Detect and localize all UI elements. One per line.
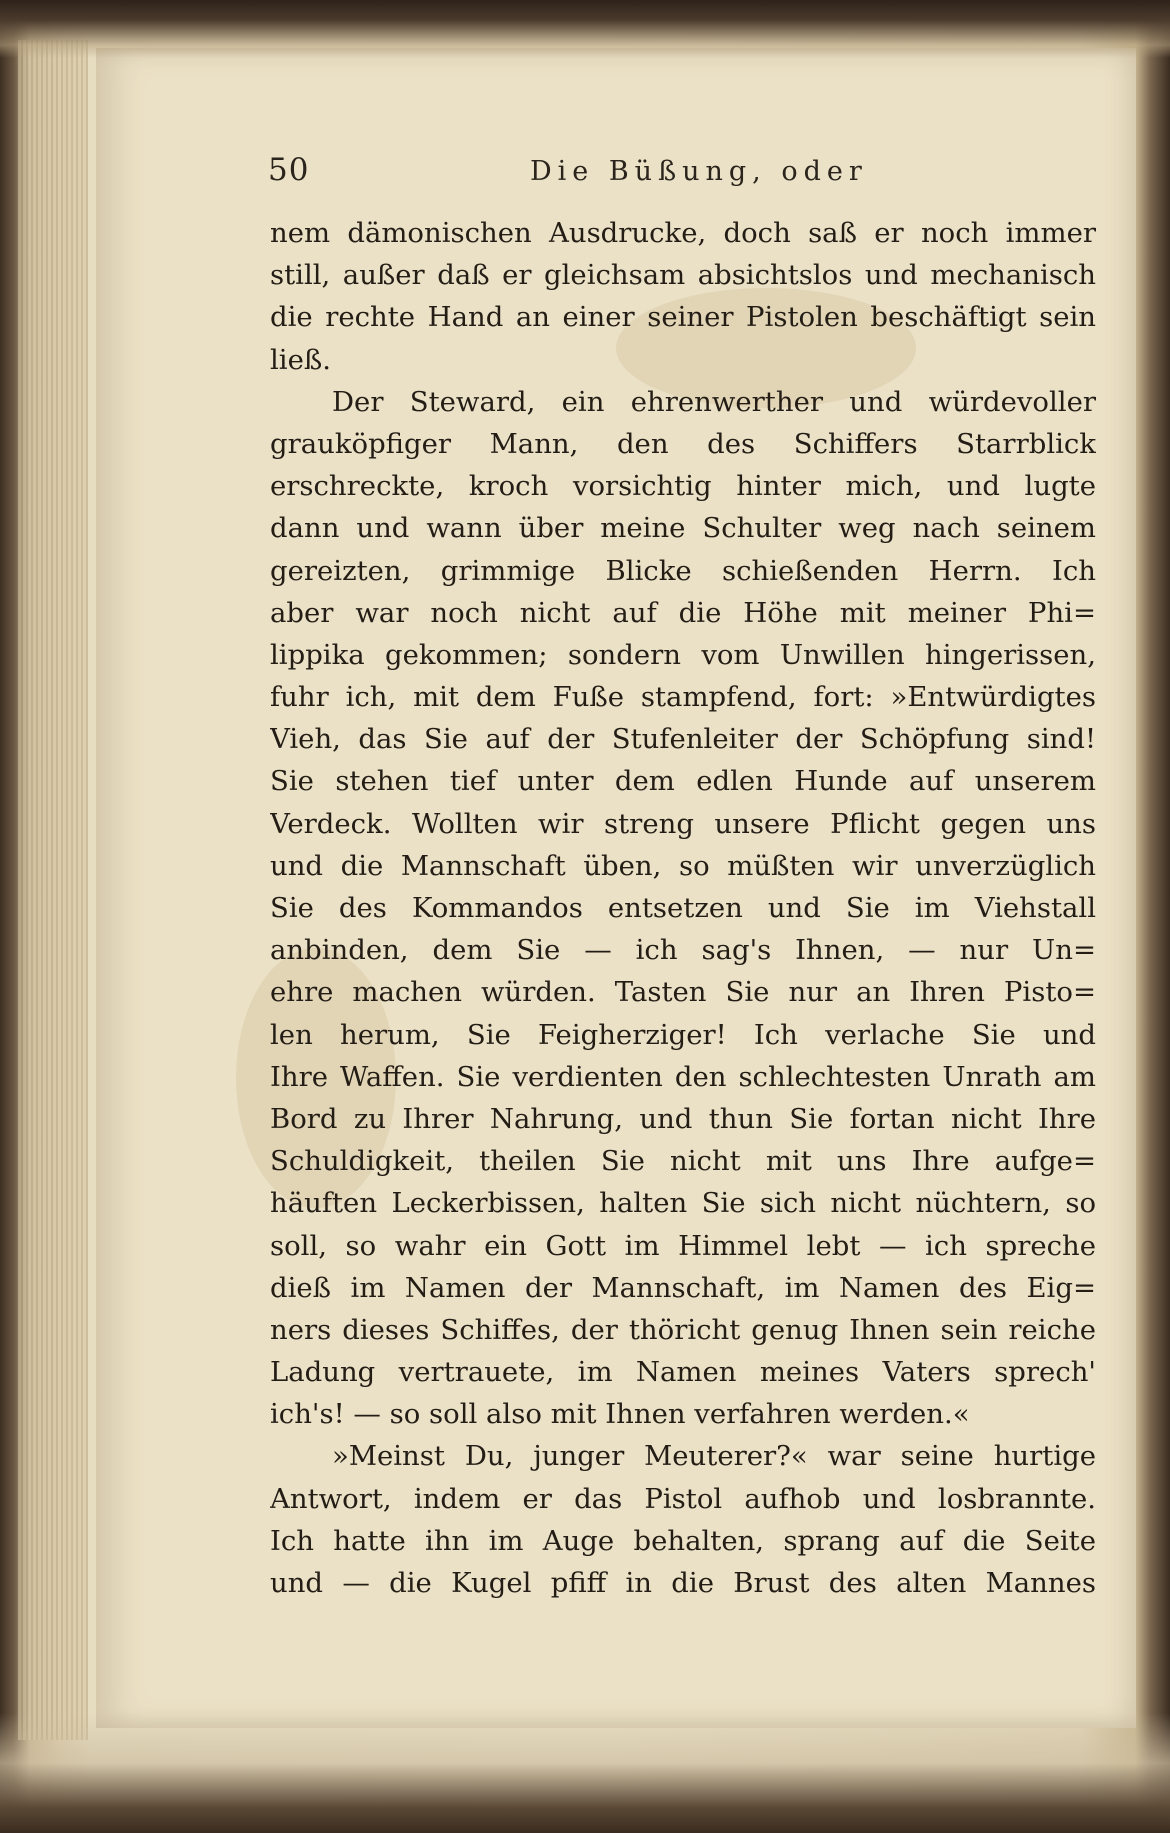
text-line: ehre machen würden. Tasten Sie nur an Ihren Pisto= [270, 976, 1096, 1009]
text-line: ich's! — so soll also mit Ihnen verfahren werden.« [270, 1398, 970, 1431]
top-shadow [0, 0, 1170, 58]
text-line: Der Steward, ein ehrenwerther und würdevoller [332, 385, 1096, 418]
text-line: Sie stehen tief unter dem edlen Hunde auf unserem [270, 765, 1096, 798]
text-line: Verdeck. Wollten wir streng unsere Pflicht gegen uns [270, 807, 1096, 840]
text-line: gereizten, grimmige Blicke schießenden Herrn. Ich [270, 554, 1096, 587]
text-line: grauköpfiger Mann, den des Schiffers Starrblick [270, 427, 1096, 460]
text-line: dieß im Namen der Mannschaft, im Namen des Eig= [270, 1271, 1096, 1304]
text-line: Vieh, das Sie auf der Stufenleiter der Schöpfung sind! [270, 723, 1096, 756]
text-line: dann und wann über meine Schulter weg nach seinem [270, 512, 1096, 545]
body-text [270, 212, 1096, 1604]
text-line: fuhr ich, mit dem Fuße stampfend, fort: »Entwürdigtes [270, 681, 1096, 714]
text-line: Bord zu Ihrer Nahrung, und thun Sie fortan nicht Ihre [270, 1102, 1096, 1135]
text-line: häuften Leckerbissen, halten Sie sich nicht nüchtern, so [270, 1187, 1096, 1220]
text-line: nem dämonischen Ausdrucke, doch saß er noch immer [270, 217, 1096, 249]
text-line: Antwort, indem er das Pistol aufhob und losbrannte. [270, 1482, 1096, 1515]
running-head: Die Büßung, oder [530, 156, 868, 187]
text-line: und die Mannschaft üben, so müßten wir unverzüglich [270, 849, 1096, 882]
text-line: len herum, Sie Feigherziger! Ich verlache Sie und [270, 1018, 1096, 1051]
text-line: Ich hatte ihn im Auge behalten, sprang auf die Seite [270, 1524, 1096, 1557]
text-line: Sie des Kommandos entsetzen und Sie im Viehstall [270, 892, 1096, 924]
text-line: Schuldigkeit, theilen Sie nicht mit uns Ihre aufge= [270, 1145, 1096, 1178]
text-line: Ihre Waffen. Sie verdienten den schlechtesten Unrath am [270, 1060, 1096, 1093]
text-line: still, außer daß er gleichsam absichtslos und mechanisch [270, 259, 1096, 292]
text-line: anbinden, dem Sie — ich sag's Ihnen, — nur Un= [270, 934, 1096, 967]
text-line: ließ. [270, 343, 331, 376]
text-line: aber war noch nicht auf die Höhe mit meiner Phi= [270, 596, 1096, 629]
page-edges [18, 40, 88, 1740]
page-header [268, 152, 1098, 192]
text-line: lippika gekommen; sondern vom Unwillen hingerissen, [270, 638, 1096, 671]
text-line: Ladung vertrauete, im Namen meines Vaters sprech' [270, 1356, 1096, 1389]
bottom-shadow [0, 1713, 1170, 1833]
text-line: soll, so wahr ein Gott im Himmel lebt — ich spreche [270, 1229, 1096, 1262]
text-line: und — die Kugel pfiff in die Brust des alten Mannes [270, 1567, 1096, 1599]
text-line: die rechte Hand an einer seiner Pistolen beschäftigt sein [270, 301, 1096, 334]
text-line: »Meinst Du, junger Meuterer?« war seine hurtige [332, 1440, 1096, 1473]
page-number: 50 [268, 152, 310, 188]
text-line: ners dieses Schiffes, der thöricht genug Ihnen sein reiche [270, 1313, 1096, 1346]
text-line: erschreckte, kroch vorsichtig hinter mich, und lugte [270, 470, 1096, 503]
